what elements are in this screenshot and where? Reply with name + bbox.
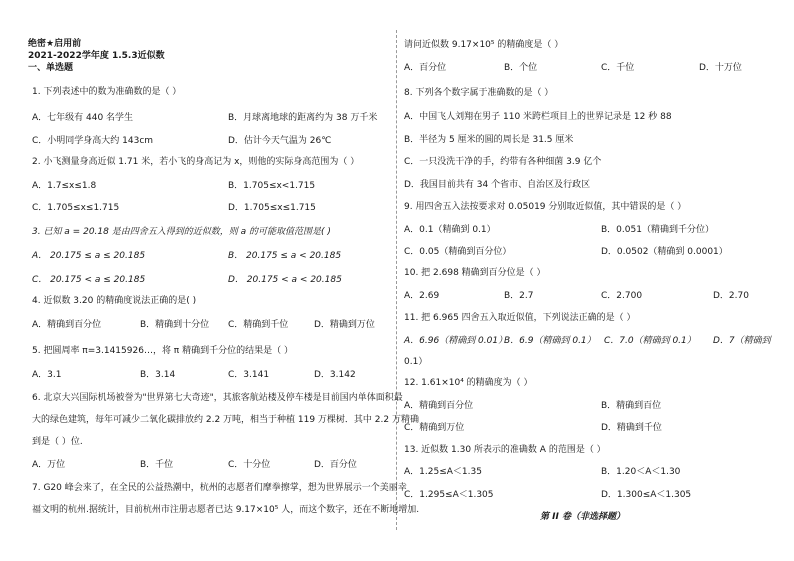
question-6-line-1: 6. 北京大兴国际机场被誉为"世界第七大奇迹"，其旅客航站楼及停车楼是目前国内单体面积最 [32, 393, 403, 403]
question-1: 1. 下列表述中的数为准确数的是（ ） [32, 87, 182, 97]
q6-option-a: A．万位 [32, 460, 66, 470]
q8-option-c: C．一只没洗干净的手，约带有各种细菌 3.9 亿个 [404, 157, 602, 167]
q11-option-b: B．6.9（精确到 0.1） [504, 336, 596, 346]
page-title: 2021-2022学年度 1.5.3近似数 [28, 51, 165, 61]
q5-option-b: B．3.14 [140, 370, 176, 380]
q7-option-c: C．千位 [601, 63, 635, 73]
q12-option-b: B．精确到百位 [601, 401, 662, 411]
q1-option-a: A．七年级有 440 名学生 [32, 113, 134, 123]
q7-option-a: A．百分位 [404, 63, 447, 73]
q13-option-b: B．1.20＜A＜1.30 [601, 467, 681, 477]
q3-option-c: C． 20.175 < a ≤ 20.185 [32, 275, 146, 285]
q12-option-d: D．精确到千位 [601, 423, 662, 433]
q9-option-d: D．0.0502（精确到 0.0001） [601, 247, 728, 257]
question-6-line-2: 大的绿色建筑，每年可减少二氧化碳排放约 2.2 万吨，相当于种植 119 万棵树．其中 2.2 万精确 [32, 415, 419, 425]
q12-option-a: A．精确到百分位 [404, 401, 474, 411]
question-10: 10. 把 2.698 精确到百分位是（ ） [404, 268, 546, 278]
q12-option-c: C．精确到万位 [404, 423, 465, 433]
question-9: 9. 用四舍五入法按要求对 0.05019 分别取近似值，其中错误的是（ ） [404, 202, 687, 212]
q2-option-c: C．1.705≤x≤1.715 [32, 203, 120, 213]
question-11: 11. 把 6.965 四舍五入取近似值，下列说法正确的是（ ） [404, 313, 636, 323]
q11-option-d: D．7（精确到 [713, 336, 771, 346]
section-heading: 一、单选题 [28, 63, 74, 73]
q6-option-d: D．百分位 [314, 460, 357, 470]
question-2: 2. 小飞测量身高近似 1.71 米，若小飞的身高记为 x，则他的实际身高范围为（ ） [32, 157, 360, 167]
q10-option-c: C．2.700 [601, 291, 643, 301]
q10-option-b: B．2.7 [504, 291, 534, 301]
q9-option-c: C．0.05（精确到百分位） [404, 247, 512, 257]
q6-option-c: C．十分位 [228, 460, 271, 470]
q7-option-d: D．十万位 [699, 63, 742, 73]
q1-option-d: D．估计今天气温为 26℃ [228, 136, 332, 146]
section-footer: 第 II 卷（非选择题） [540, 512, 625, 522]
q13-option-a: A．1.25≤A＜1.35 [404, 467, 482, 477]
secret-label: 绝密★启用前 [28, 39, 82, 49]
q7-option-b: B．个位 [504, 63, 538, 73]
q9-option-b: B．0.051（精确到千分位） [601, 225, 714, 235]
q2-option-d: D．1.705≤x≤1.715 [228, 203, 316, 213]
q9-option-a: A．0.1（精确到 0.1） [404, 225, 496, 235]
q5-option-c: C．3.141 [228, 370, 270, 380]
q8-option-a: A．中国飞人刘翔在男子 110 米跨栏项目上的世界记录是 12 秒 88 [404, 112, 672, 122]
question-7-line-1: 7. G20 峰会来了，在全民的公益热潮中，杭州的志愿者们摩拳擦掌，想为世界展示一个美丽幸 [32, 483, 407, 493]
q4-option-a: A．精确到百分位 [32, 320, 102, 330]
question-12: 12. 1.61×10⁴ 的精确度为（ ） [404, 378, 533, 388]
question-13: 13. 近似数 1.30 所表示的准确数 A 的范围是（ ） [404, 445, 606, 455]
question-7-line-2: 福文明的杭州.据统计，目前杭州市注册志愿者已达 9.17×10⁵ 人，而这个数字，还在不断地增加. [32, 505, 420, 515]
question-6-line-3: 到是（ ）位. [32, 437, 83, 447]
column-divider [396, 30, 398, 530]
q11-option-c: C．7.0（精确到 0.1） [604, 336, 696, 346]
q4-option-c: C．精确到千位 [228, 320, 289, 330]
q13-option-d: D．1.300≤A＜1.305 [601, 490, 692, 500]
q3-option-a: A． 20.175 ≤ a ≤ 20.185 [32, 251, 146, 261]
q5-option-a: A．3.1 [32, 370, 62, 380]
question-7-cont: 请问近似数 9.17×10⁵ 的精确度是（ ） [404, 40, 564, 50]
q11-option-a: A．6.96（精确到 0.01） [404, 336, 508, 346]
q4-option-b: B．精确到十分位 [140, 320, 210, 330]
q2-option-b: B．1.705≤x<1.715 [228, 181, 316, 191]
question-4: 4. 近似数 3.20 的精确度说法正确的是( ) [32, 296, 197, 306]
q1-option-b: B．月球离地球的距离约为 38 万千米 [228, 113, 378, 123]
q4-option-d: D．精确到万位 [314, 320, 375, 330]
q8-option-b: B．半径为 5 厘米的圆的周长是 31.5 厘米 [404, 135, 574, 145]
q3-option-b: B． 20.175 ≤ a < 20.185 [228, 251, 342, 261]
question-8: 8. 下列各个数字属于准确数的是（ ） [404, 88, 554, 98]
question-3: 3. 已知 a = 20.18 是由四舍五入得到的近似数，则 a 的可能取值范围是( ) [32, 227, 331, 237]
q1-option-c: C．小明同学身高大约 143cm [32, 136, 154, 146]
question-5: 5. 把圆周率 π=3.1415926…，将 π 精确到千分位的结果是（ ） [32, 346, 293, 356]
q10-option-a: A．2.69 [404, 291, 440, 301]
q13-option-c: C．1.295≤A＜1.305 [404, 490, 494, 500]
q11-option-d-cont: 0.1） [404, 357, 428, 367]
q2-option-a: A．1.7≤x≤1.8 [32, 181, 97, 191]
q10-option-d: D．2.70 [713, 291, 749, 301]
q5-option-d: D．3.142 [314, 370, 356, 380]
q3-option-d: D． 20.175 < a < 20.185 [228, 275, 342, 285]
q6-option-b: B．千位 [140, 460, 174, 470]
q8-option-d: D．我国目前共有 34 个省市、自治区及行政区 [404, 180, 591, 190]
